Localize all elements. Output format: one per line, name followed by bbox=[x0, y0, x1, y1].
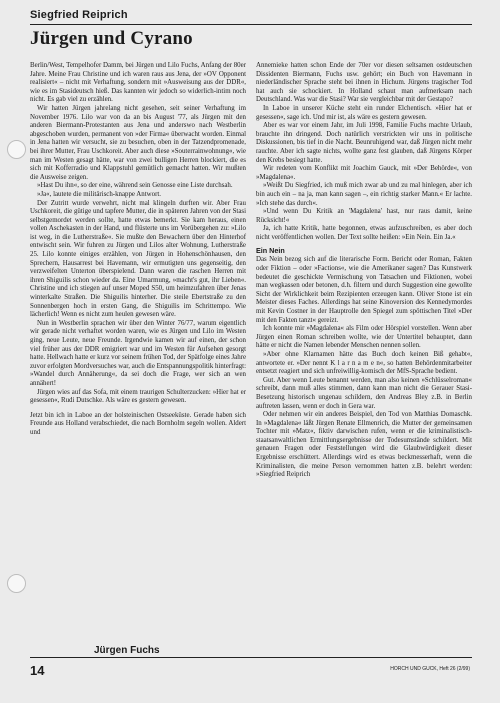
paragraph: Ich konnte mir »Magdalena« als Film oder Hörspiel vorstellen. Wenn aber Jürgen einen Roman schreiben wollte, wie der Untertitel behauptet, dann hätte er nicht die Namen lebender Menschen nennen sollen. bbox=[256, 325, 472, 350]
paragraph: Gut. Aber wenn Leute benannt werden, man also keinen »Schlüsselroman« schreibt, dann muß alles stimmen, dann kann man nicht die Gerauer Stasi-Besetzung historisch ungenau schildern, den Andreas Bley z.B. in Berlin auftreten lassen, wenn er doch in Gera war. bbox=[256, 376, 472, 410]
paragraph: Das Nein bezog sich auf die literarische Form. Bericht oder Roman, Fakten oder Fiktion – oder »Factions«, wie die Amerikaner sagen? Das Kunstwerk bedeutet die geschickte Vermischung von Tatsachen und Fiktionen, wobei man wegkassen oder betonen, d.h. filtern und durch Suggestion eine gewollte Sicht der Wirklichkeit beim Rezipienten erzeugen kann. Oliver Stone ist ein Meister dieses Faches. Allerdings hat seine Kinoversion des Kennedymordes mit Kevin Costner in der Hauptrolle den Spiegel zum spöttischen Titel »Der mit den Fakten tanzt« gereizt. bbox=[256, 256, 472, 324]
paragraph: Ja, ich hatte Kritik, hatte begonnen, etwas aufzuschreiben, es aber doch nicht veröffentlichen wollen. Der Text sollte heißen: »Ein Nein. Ein Ja.« bbox=[256, 225, 472, 241]
paragraph: In Laboe in unserer Küche steht ein runder Elchentisch. »Hier hat er gesessen«, sage ich. Und mir ist, als wäre es gestern gewesen. bbox=[256, 104, 472, 121]
page-number: 14 bbox=[30, 663, 45, 678]
source-line: HORCH UND GUCK, Heft 26 (2/99) bbox=[390, 666, 470, 672]
paragraph: »Ja«, lautete die militärisch-knappe Antwort. bbox=[37, 190, 161, 198]
section-heading: Ein Nein bbox=[256, 246, 285, 256]
paragraph: Oder nehmen wir ein anderes Beispiel, den Tod von Matthias Domaschk. In »Magdalena« läßt Jürgen Renate Ellmenrich, die Mutter der gemeinsamen Tochter mit »Matz«, fiktiv darwischen rufen, wenn er die kriminalistisch-staatsanwaltlichen Ermittlungsergebnisse der Todesumstände schildert. Mit genauen Fragen oder Feststellungen wird die Glaubwürdigkeit dieser Ergebnisse erschüttert. Allerdings wird es etwas beckmesserhaft, wenn die Kriminalisten, die meine Person vernommen hatten z.B. belehrt werden: »Siegfried Reiprich bbox=[256, 411, 472, 479]
paragraph: Berlin/West, Tempelhofer Damm, bei Jürgen und Lilo Fuchs, Anfang der 80er Jahre. Meine Frau Christine und ich waren raus aus Jena, der »OV Opponent realisiert« – nicht mit Verhaftung, sondern mit »Ausweisung aus der DDR«, wie es im Stasideutsch hieß. Das kannten wir jedoch so widerlich-intim noch nicht. Es gab viel zu erzählen. bbox=[30, 62, 246, 104]
paragraph: Jetzt bin ich in Laboe an der holsteinischen Ostseeküste. Gerade haben sich Freunde aus Holland verabschiedet, die nach Bornholm segeln wollen. Aldert und bbox=[30, 411, 246, 436]
paragraph: Nun in Westberlin sprachen wir über den Winter 76/77, warum eigentlich wir gerade nicht verhaftet worden waren, wie es Jürgen und Lilo im Westen ging, neue Leute, neue Freunde. Irgendwie kamen wir auf einen, der schon viel früher aus der DDR emigriert war und im Westen für Aufsehen gesorgt hatte. Hellwach hatte er kurz vor seinem frühen Tod, der Spätfolge eines Jahre zuvor erfolgten Mordversuches war, auch die Entspannungspolitik hinterfragt: »Wandel durch Annäherung«, da sei doch die Frage, wer sich an wen annähert! bbox=[30, 319, 246, 387]
punch-hole bbox=[7, 140, 26, 159]
header-rule bbox=[30, 24, 472, 25]
paragraph: Jürgen wies auf das Sofa, mit einem traurigen Schulterzucken: »Hier hat er gesessen«, Rudi Dutschke. Als wäre es gestern gewesen. bbox=[30, 388, 246, 405]
paragraph: Annemieke hatten schon Ende der 70er vor diesen seltsamen ostdeutschen Dissidenten Biermann, Fuchs usw. gehört; ein Buch von Havemann in niederländischer Sprache steht bei ihnen in Hichum. Jürgens tragischer Tod hat auch sie schockiert. In Holland schaut man aufmerksam nach Deutschland. Was war die Stasi? War sie vergleichbar mit der Gestapo? bbox=[256, 62, 472, 104]
punch-hole bbox=[7, 574, 26, 593]
paragraph: Der Zutritt wurde verwehrt, nicht mal klingeln durften wir. Aber Frau Uschkoreit, die gütige und tapfere Mutter, die in späteren Jahren von der Stasi selbstgemordet werden sollte, hatte etwas bemerkt. Sie kam heraus, einen vollen Aschekasten in der Hand, und flüsterte uns im Vorübergehen zu: »Lilo ist weg, in die Lutherstraße«. Sie mußte den Bewachern über den Hinterhof entwischt sein. Wir fuhren zu Jürgen und Lilos alter Wohnung, Lutherstraße 25. Lilo konnte einiges erzählen, von Jürgen in Hohenschönhausen, den Sprechern, Hausarrest bei Havemann, wir ermutigten uns gegenseitig, den verzweifelten Unterton überspielend. Dann waren die raschen Herren mit ihren Shiguilis schon wieder da. Eine Umarmung, »macht's gut, ihr Lieben«. Christine und ich stiegen auf unser Moped S50, um heimzufahren über Jenas winterkalte Straßen. Die Shiguilis hinterher. Die steile Ebertstraße zu den Sonnenbergen hoch in ersten Gang, die Shiguilis im Schrittempo. Wie lächerlich! Wenn es nicht zum heulen gewesen wäre. bbox=[30, 199, 246, 319]
right-column bbox=[256, 62, 472, 480]
paragraph: »Aber ohne Klarnamen hätte das Buch doch keinen Biß gehabt«, antwortete er. »Der nennt K l a r n a m e n«, so hatten Behördenmitarbeiter entsetzt reagiert und sich unfreiwillig-komisch der MfS-Sprache bedient. bbox=[256, 350, 472, 376]
footer-rule bbox=[30, 657, 472, 658]
paragraph: Aber es war vor einem Jahr, im Juli 1998, Familie Fuchs machte Urlaub, brauchte ihn dringend. Doch natürlich verstrickten wir uns in politische Diskussionen, bis tief in die Nacht. Beunruhigend war, daß Jürgen nicht mehr rauchte. Aber ich sagte nichts, wollte ganz fest glauben, daß Jürgens Körper den Krebs besiegt hatte. bbox=[256, 122, 472, 164]
paragraph: »Und wenn Du Kritik an 'Magdalena' hast, nur raus damit, keine Rücksicht!« bbox=[256, 208, 472, 224]
series-title: Jürgen Fuchs bbox=[90, 645, 164, 656]
paragraph: »Hast Du ihn«, so der eine, während sein Genosse eine Liste durchsah. bbox=[37, 182, 233, 190]
article-author: Siegfried Reiprich bbox=[30, 9, 128, 21]
left-column bbox=[30, 62, 246, 438]
paragraph: Wir redeten vom Konflikt mit Joachim Gauck, mit »Der Behörde«, von »Magdalena«. bbox=[256, 165, 472, 181]
article-title: Jürgen und Cyrano bbox=[30, 28, 193, 49]
paragraph: »Weißt Du Siegfried, ich muß mich zwar ab und zu mal hinlegen, aber ich bin auch ein – na ja, man kann sagen –, ein richtig starker Mann.« Er lachte. »Ich stehe das durch«. bbox=[256, 182, 472, 207]
paragraph: Wir hatten Jürgen jahrelang nicht gesehen, seit seiner Verhaftung im November 1976. Lilo war von da an bis August '77, als Jürgen mit den anderen Biermann-Protestanten aus Jena und anderswo nach Westberlin abgeschoben wurden, permanent von »der Firma« überwacht worden. Einmal in Jena hatten wir versucht, sie zu besuchen, oben in der Tatzendpromenade, bei ihrer Mutter, Frau Uschkoreit. Aber auch diese »Souterrainwohnung«, wie man im Westen gesagt hätte, war von zwei bulligen Herren blockiert, die es sich mit Kofferradio und Klappstuhl gemütlich gemacht hatten. Wir mußten die Ausweise zeigen. bbox=[30, 104, 246, 181]
